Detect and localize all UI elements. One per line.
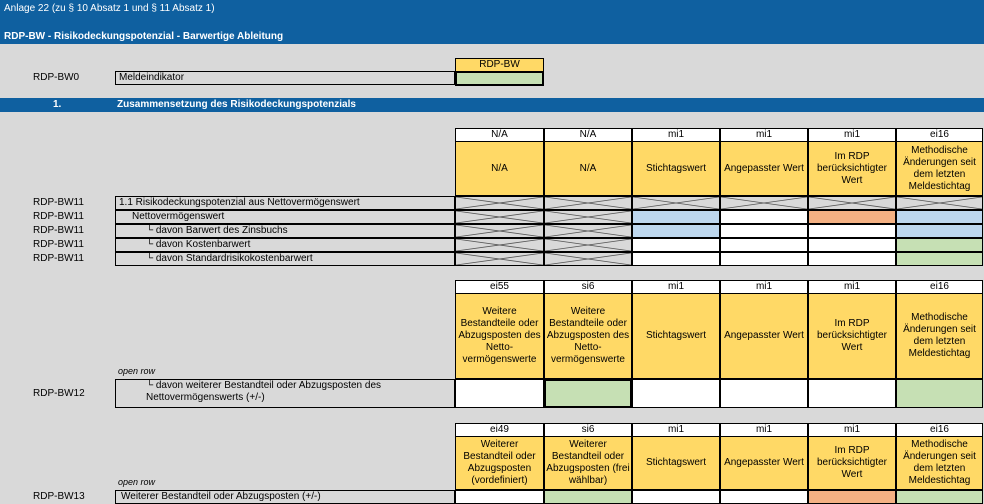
col-code: ei49	[455, 423, 544, 437]
crossed-cell	[544, 196, 632, 210]
input-cell[interactable]	[896, 224, 983, 238]
section-title: Zusammensetzung des Risikodeckungspotenzials	[117, 99, 356, 110]
input-cell[interactable]	[720, 238, 808, 252]
sheet-header	[0, 0, 984, 30]
col-code: mi1	[720, 280, 808, 294]
input-cell[interactable]	[896, 238, 983, 252]
section-1-bar	[0, 98, 984, 112]
crossed-cell	[455, 252, 544, 266]
row-code: RDP-BW11	[33, 211, 84, 222]
row-label: └ davon weiterer Bestandteil oder Abzugsposten des Nettovermögenswerts (+/-)	[115, 379, 455, 408]
col-header: N/A	[455, 141, 544, 196]
col-header: Stichtagswert	[632, 293, 720, 379]
row-label: └ davon Standardrisikokostenbarwert	[115, 252, 455, 266]
col-code: mi1	[632, 423, 720, 437]
row-label: Weiterer Bestandteil oder Abzugsposten (+/-)	[115, 490, 455, 504]
crossed-cell	[544, 210, 632, 224]
col-header: Angepasster Wert	[720, 436, 808, 490]
col-header: Weitere Bestandteile oder Abzugsposten des Netto-vermögenswerte	[544, 293, 632, 379]
row-code: RDP-BW12	[33, 388, 85, 399]
crossed-cell	[455, 238, 544, 252]
row-code: RDP-BW13	[33, 491, 85, 502]
col-header: Weiterer Bestandteil oder Abzugsposten (vordefiniert)	[455, 436, 544, 490]
col-code: mi1	[808, 128, 896, 142]
input-cell[interactable]	[632, 379, 720, 408]
col-code: si6	[544, 423, 632, 437]
input-cell[interactable]	[632, 238, 720, 252]
input-cell[interactable]	[808, 238, 896, 252]
input-cell[interactable]	[632, 210, 720, 224]
row-code: RDP-BW11	[33, 197, 84, 208]
input-cell[interactable]	[896, 252, 983, 266]
section-number: 1.	[53, 99, 62, 110]
row-label: 1.1 Risikodeckungspotenzial aus Nettovermögenswert	[115, 196, 455, 210]
input-cell[interactable]	[808, 490, 896, 504]
meldeindikator-input[interactable]	[455, 71, 544, 86]
input-cell[interactable]	[808, 252, 896, 266]
input-cell[interactable]	[808, 379, 896, 408]
row-code: RDP-BW0	[33, 72, 80, 83]
input-cell[interactable]	[455, 490, 544, 504]
col-code: si6	[544, 280, 632, 294]
open-row-label: open row	[118, 366, 156, 376]
input-cell[interactable]	[720, 379, 808, 408]
input-cell[interactable]	[544, 490, 632, 504]
crossed-cell	[544, 252, 632, 266]
input-cell[interactable]	[808, 224, 896, 238]
input-cell[interactable]	[544, 379, 632, 408]
col-header: Angepasster Wert	[720, 293, 808, 379]
crossed-cell	[896, 196, 983, 210]
input-cell[interactable]	[896, 210, 983, 224]
col-code: ei16	[896, 280, 983, 294]
input-cell[interactable]	[720, 490, 808, 504]
crossed-cell	[455, 224, 544, 238]
col-code: N/A	[544, 128, 632, 142]
col-code: ei16	[896, 423, 983, 437]
col-code: mi1	[808, 423, 896, 437]
sheet-title: RDP-BW - Risikodeckungspotenzial - Barwertige Ableitung	[0, 30, 984, 44]
crossed-cell	[720, 196, 808, 210]
crossed-cell	[544, 238, 632, 252]
input-cell[interactable]	[632, 224, 720, 238]
row-label: └ davon Barwert des Zinsbuchs	[115, 224, 455, 238]
col-code: ei16	[896, 128, 983, 142]
col-header: Stichtagswert	[632, 141, 720, 196]
col-header: Weiterer Bestandteil oder Abzugsposten (frei wählbar)	[544, 436, 632, 490]
input-cell[interactable]	[808, 210, 896, 224]
crossed-cell	[455, 196, 544, 210]
col-header: Stichtagswert	[632, 436, 720, 490]
input-cell[interactable]	[896, 379, 983, 408]
open-row-label: open row	[118, 477, 156, 487]
input-cell[interactable]	[720, 252, 808, 266]
col-header: Methodische Änderungen seit dem letzten Meldestichtag	[896, 436, 983, 490]
col-header: Methodische Änderungen seit dem letzten Meldestichtag	[896, 141, 983, 196]
col-code: N/A	[455, 128, 544, 142]
col-code: ei55	[455, 280, 544, 294]
col-header: Im RDP berücksichtigter Wert	[808, 293, 896, 379]
crossed-cell	[808, 196, 896, 210]
row-label: Nettovermögenswert	[115, 210, 455, 224]
meldeindikator-col-code: RDP-BW	[455, 58, 544, 72]
annex-label: Anlage 22 (zu § 10 Absatz 1 und § 11 Absatz 1)	[4, 3, 215, 14]
col-header: Im RDP berücksichtigter Wert	[808, 141, 896, 196]
col-header: Weitere Bestandteile oder Abzugsposten des Netto-vermögenswerte	[455, 293, 544, 379]
crossed-cell	[544, 224, 632, 238]
input-cell[interactable]	[720, 224, 808, 238]
col-code: mi1	[720, 128, 808, 142]
col-header: Im RDP berücksichtigter Wert	[808, 436, 896, 490]
col-code: mi1	[808, 280, 896, 294]
input-cell[interactable]	[896, 490, 983, 504]
col-header: N/A	[544, 141, 632, 196]
input-cell[interactable]	[632, 252, 720, 266]
col-code: mi1	[632, 128, 720, 142]
input-cell[interactable]	[632, 490, 720, 504]
crossed-cell	[632, 196, 720, 210]
input-cell[interactable]	[455, 379, 544, 408]
col-code: mi1	[720, 423, 808, 437]
row-code: RDP-BW11	[33, 225, 84, 236]
col-header: Angepasster Wert	[720, 141, 808, 196]
input-cell[interactable]	[720, 210, 808, 224]
row-code: RDP-BW11	[33, 239, 84, 250]
meldeindikator-label: Meldeindikator	[115, 71, 455, 85]
row-label: └ davon Kostenbarwert	[115, 238, 455, 252]
col-code: mi1	[632, 280, 720, 294]
row-code: RDP-BW11	[33, 253, 84, 264]
crossed-cell	[455, 210, 544, 224]
col-header: Methodische Änderungen seit dem letzten Meldestichtag	[896, 293, 983, 379]
